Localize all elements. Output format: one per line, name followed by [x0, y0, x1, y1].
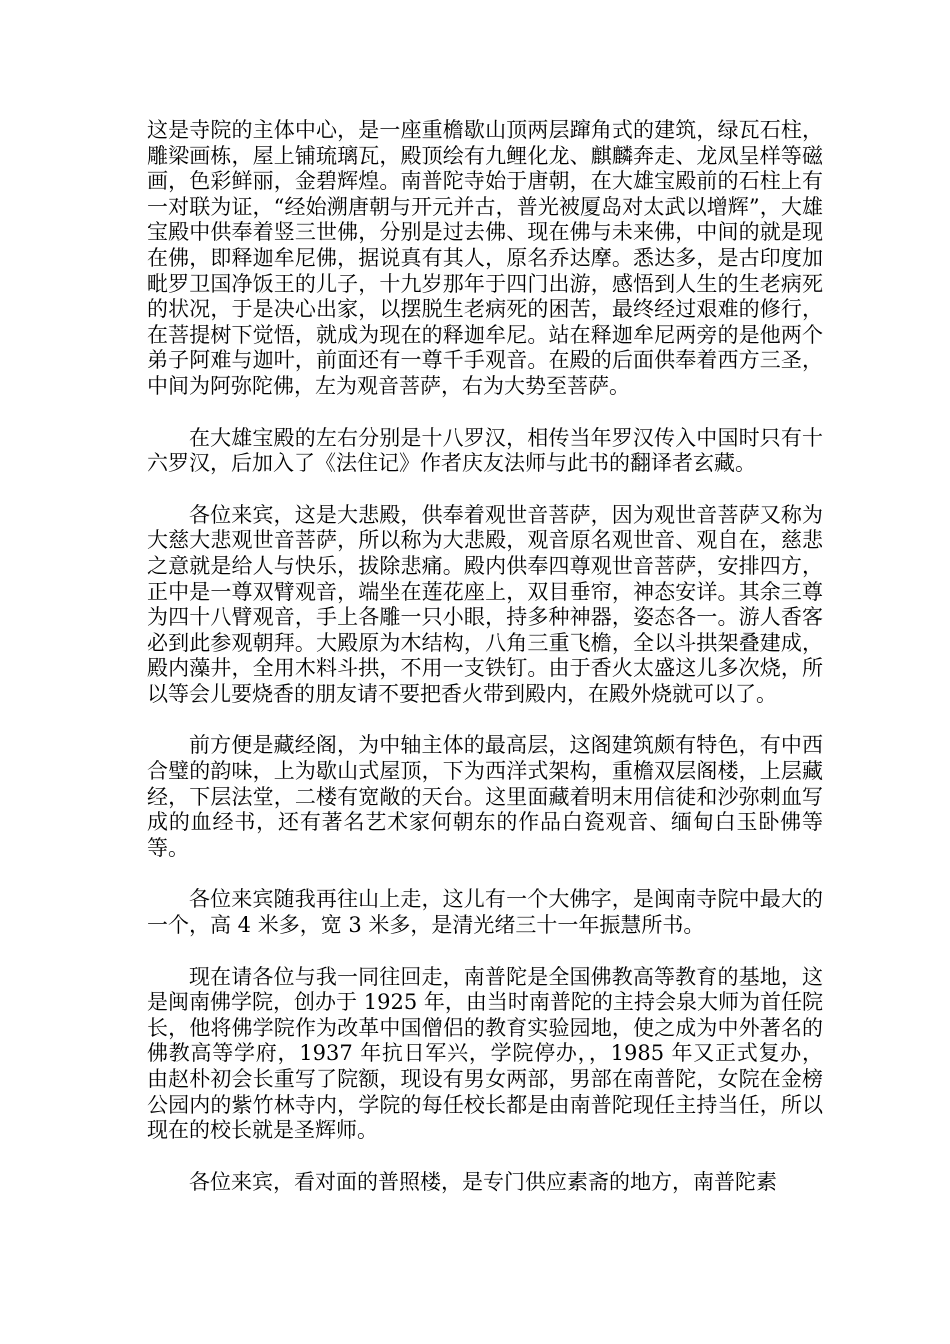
- paragraph-sutra-library: 前方便是藏经阁，为中轴主体的最高层，这阁建筑颇有特色，有中西合璧的韵味，上为歇山式屋顶，下为西洋式架构，重檐双层阁楼，上层藏经，下层法堂，二楼有宽敞的天台。这里面藏着明末用信徒和沙弥刺血写成的血经书，还有著名艺术家何朝东的作品白瓷观音、缅甸白玉卧佛等等。: [147, 733, 823, 860]
- paragraph-puzhao-building: 各位来宾，看对面的普照楼，是专门供应素斋的地方，南普陀素: [189, 1169, 777, 1194]
- paragraph-main-hall: 这是寺院的主体中心，是一座重檐歇山顶两层蹿角式的建筑，绿瓦石柱，雕梁画栋，屋上铺琉璃瓦，殿顶绘有九鲤化龙、麒麟奔走、龙凤呈样等磁画，色彩鲜丽，金碧辉煌。南普陀寺始于唐朝，在大雄宝殿前的石柱上有一对联为证，“经始溯唐朝与开元并古，普光被厦岛对太武以增辉”，大雄宝殿中供奉着竖三世佛，分别是过去佛、现在佛与未来佛，中间的就是现在佛，即释迦牟尼佛，据说真有其人，原名乔达摩。悉达多，是古印度加毗罗卫国净饭王的儿子，十九岁那年于四门出游，感悟到人生的生老病死的状况，于是决心出家，以摆脱生老病死的困苦，最终经过艰难的修行，在菩提树下觉悟，就成为现在的释迦牟尼。站在释迦牟尼两旁的是他两个弟子阿难与迦叶，前面还有一尊千手观音。在殿的后面供奉着西方三圣，中间为阿弥陀佛，左为观音菩萨，右为大势至菩萨。: [147, 118, 823, 398]
- paragraph-arhats: 在大雄宝殿的左右分别是十八罗汉，相传当年罗汉传入中国时只有十六罗汉，后加入了《法住记》作者庆友法师与此书的翻译者玄藏。: [147, 425, 823, 476]
- paragraph-buddhist-college: 现在请各位与我一同往回走，南普陀是全国佛教高等教育的基地，这是闽南佛学院，创办于 1925 年，由当时南普陀的主持会泉大师为首任院长，他将佛学院作为改革中国僧侣的教育实验园地，使之成为中外著名的佛教高等学府，1937 年抗日军兴，学院停办，，1985 年又正式复办，由赵朴初会长重写了院额，现设有男女两部，男部在南普陀，女院在金榜公园内的紫竹林寺内，学院的每任校长都是由南普陀现任主持当任，所以现在的校长就是圣辉师。: [147, 964, 823, 1143]
- document-page: [147, 118, 823, 1221]
- paragraph-great-compassion-hall: 各位来宾，这是大悲殿，供奉着观世音菩萨，因为观世音菩萨又称为大慈大悲观世音菩萨，所以称为大悲殿，观音原名观世音、观自在，慈悲之意就是给人与快乐，拔除悲痛。殿内供奉四尊观世音菩萨，安排四方，正中是一尊双臂观音，端坐在莲花座上，双目垂帘，神态安详。其余三尊为四十八臂观音，手上各雕一只小眼，持多种神器，姿态各一。游人香客必到此参观朝拜。大殿原为木结构，八角三重飞檐，全以斗拱架叠建成，殿内藻井，全用木料斗拱，不用一支铁钉。由于香火太盛这儿多次烧，所以等会儿要烧香的朋友请不要把香火带到殿内，在殿外烧就可以了。: [147, 502, 823, 706]
- paragraph-buddha-character: 各位来宾随我再往山上走，这儿有一个大佛字，是闽南寺院中最大的一个，高 4 米多，宽 3 米多，是清光绪三十一年振慧所书。: [147, 887, 823, 938]
